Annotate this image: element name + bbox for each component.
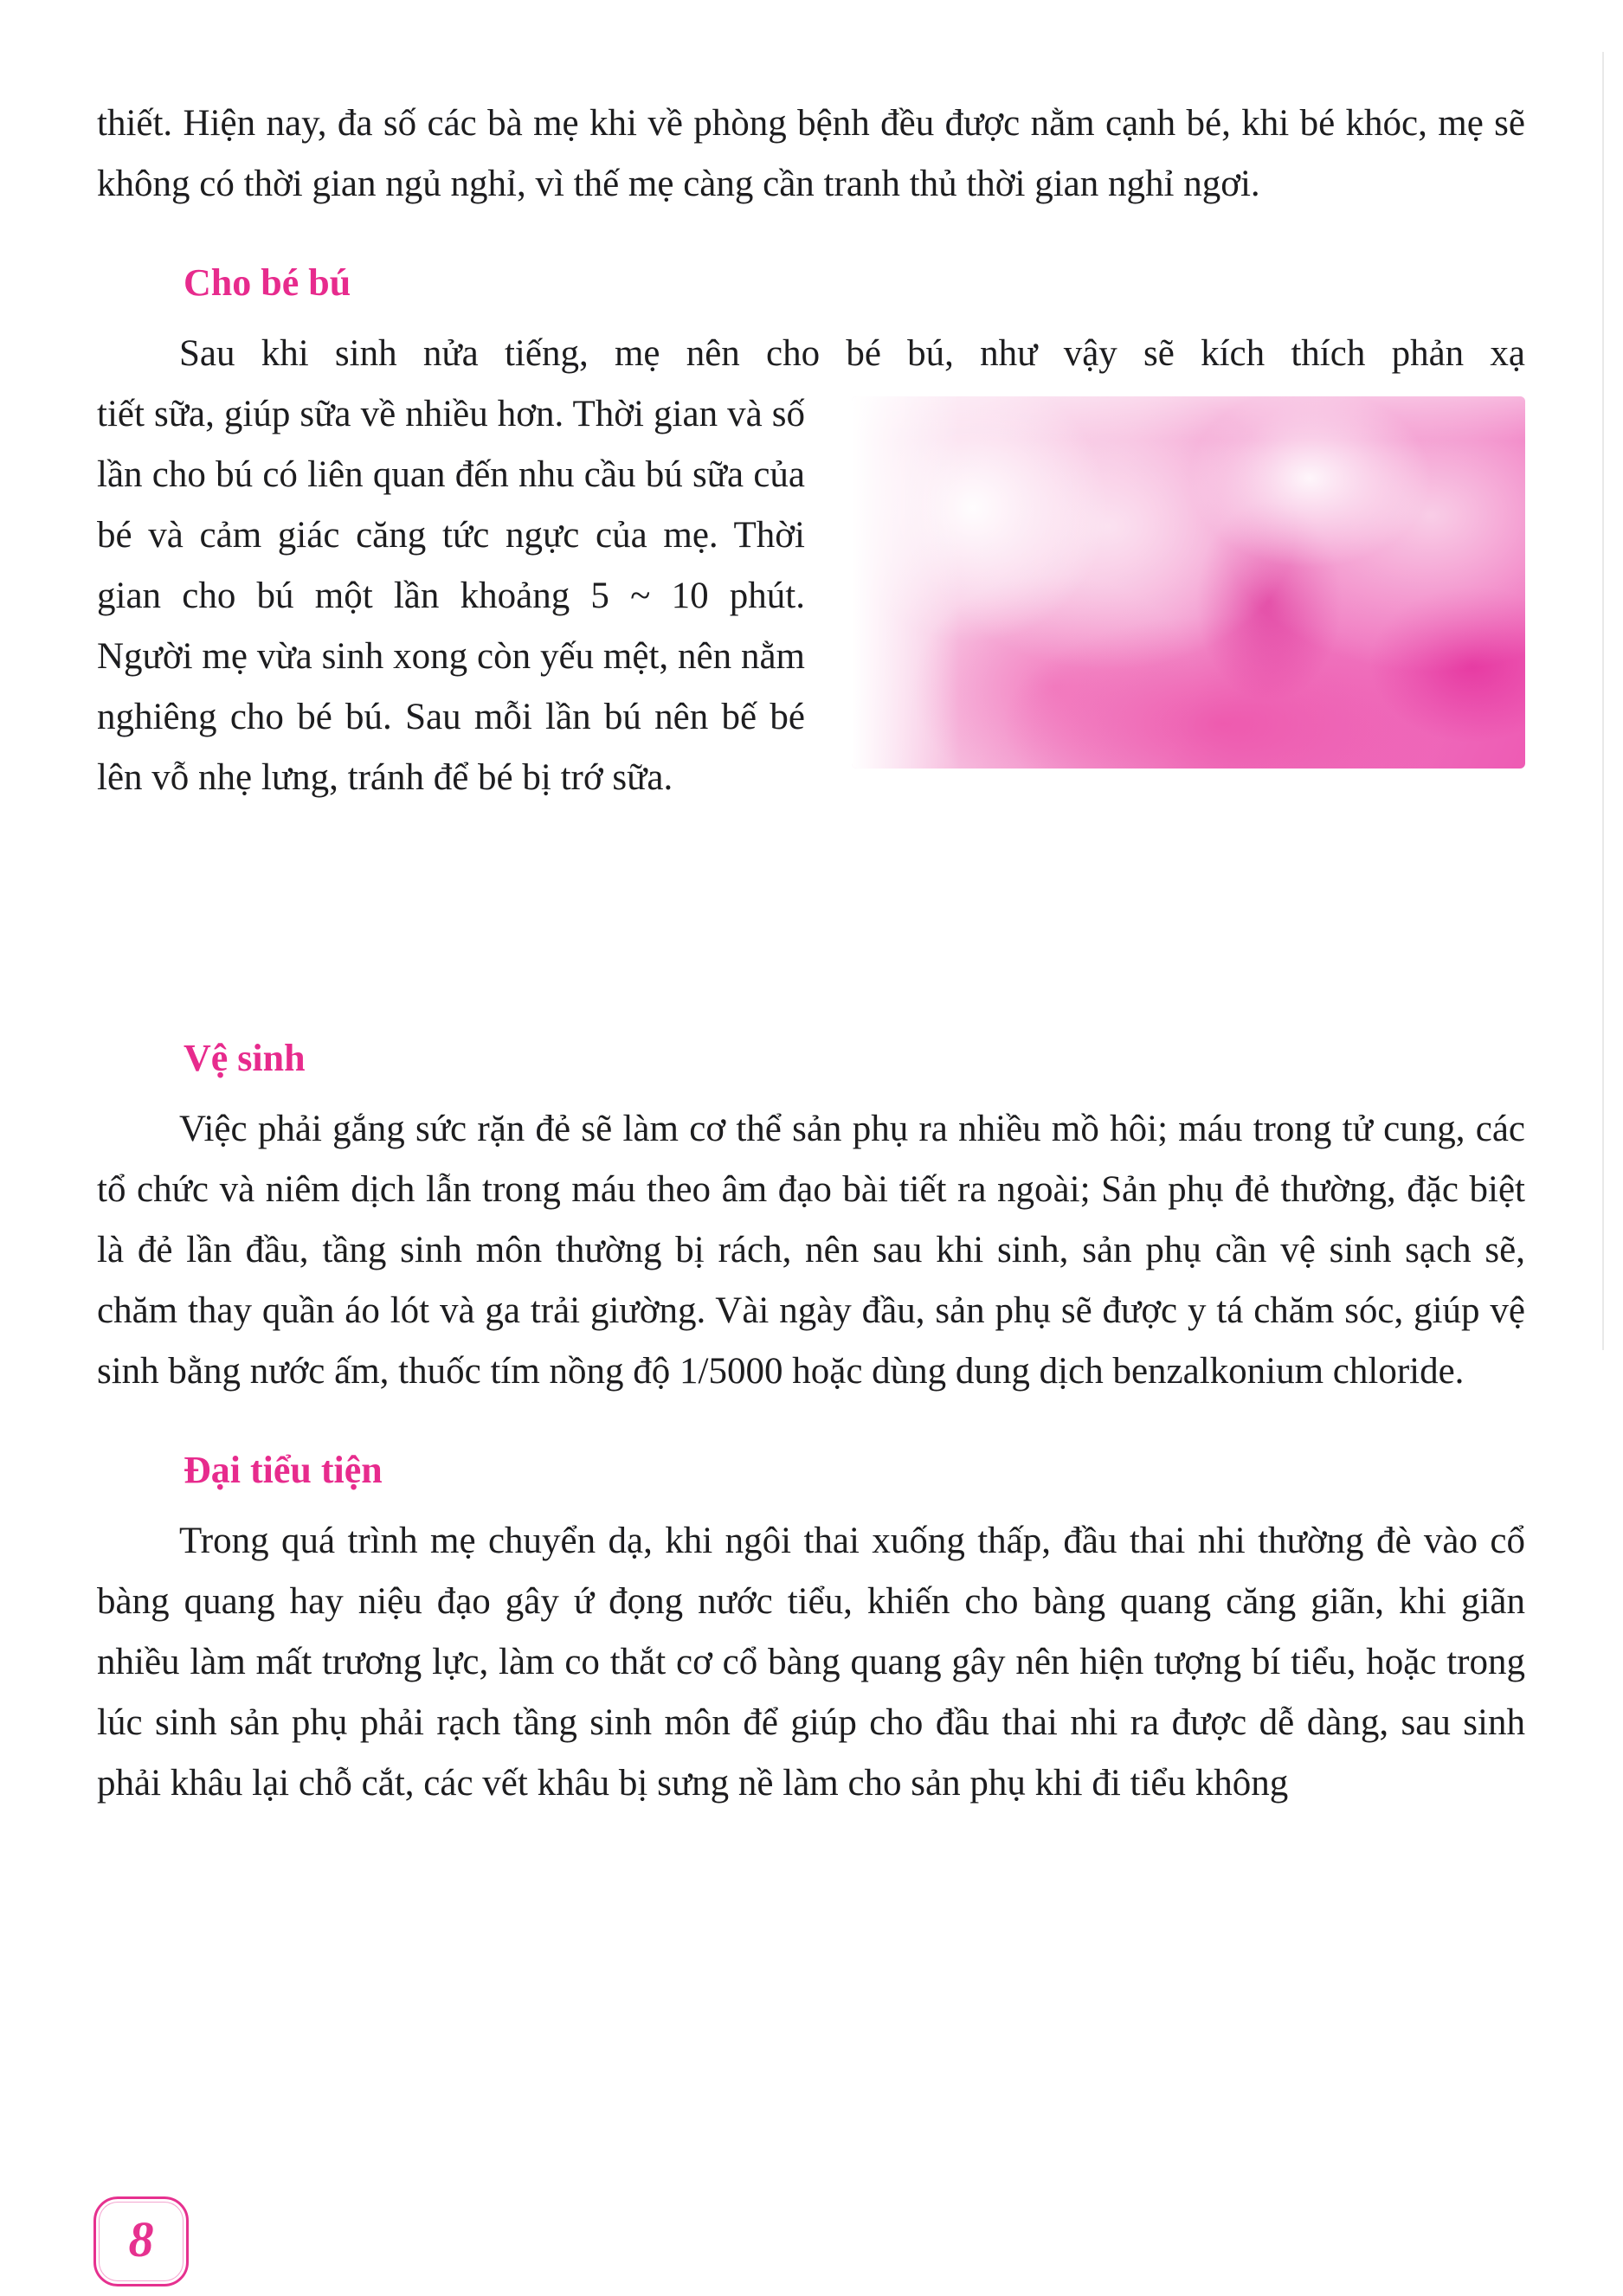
page-number-badge: [93, 2196, 189, 2286]
paragraph-with-photo: [97, 384, 1525, 990]
page-content: [97, 93, 1525, 1814]
paragraph-first-line: Sau khi sinh nửa tiếng, mẹ nên cho bé bú, như vậy sẽ kích thích phản xạ: [179, 333, 1525, 374]
section-heading: Đại tiểu tiện: [184, 1449, 383, 1491]
paragraph-text: Trong quá trình mẹ chuyển dạ, khi ngôi thai xuống thấp, đầu thai nhi thường đè vào cổ bàng quang hay niệu đạo gây ứ đọng nước tiểu, khiến cho bàng quang căng giãn, khi giãn nhiều làm mất trương lực, làm co thắt cơ cổ bàng quang gây nên hiện tượng bí tiểu, hoặc trong lúc sinh sản phụ phải rạch tầng sinh môn để giúp cho đầu thai nhi ra được dễ dàng, sau sinh phải khâu lại chỗ cắt, các vết khâu bị sưng nề làm cho sản phụ khi đi tiểu không: [97, 1521, 1525, 1804]
breastfeeding-photo: [852, 396, 1525, 769]
section-dai-tieu-tien: [97, 1440, 1525, 1814]
scan-edge-artifact: [1602, 52, 1604, 1350]
section-heading: Vệ sinh: [184, 1037, 306, 1079]
page-number: 8: [128, 2211, 154, 2267]
section-heading: Cho bé bú: [184, 261, 351, 304]
paragraph-text: tiết sữa, giúp sữa về nhiều hơn. Thời gian và số lần cho bú có liên quan đến nhu cầu bú sữa của bé và cảm giác căng tức ngực của mẹ. Thời gian cho bú một lần khoảng 5 ~ 10 phút. Người mẹ vừa sinh xong còn yếu mệt, nên nằm nghiêng cho bé bú. Sau mỗi lần bú nên bế bé lên vỗ nhẹ lưng, tránh để bé bị trớ sữa.: [97, 394, 805, 798]
section-cho-be-bu: [97, 253, 1525, 990]
paragraph-text: Việc phải gắng sức rặn đẻ sẽ làm cơ thể sản phụ ra nhiều mồ hôi; máu trong tử cung, các tổ chức và niêm dịch lẫn trong máu theo âm đạo bài tiết ra ngoài; Sản phụ đẻ thường, đặc biệt là đẻ lần đầu, tầng sinh môn thường bị rách, nên sau khi sinh, sản phụ cần vệ sinh sạch sẽ, chăm thay quần áo lót và ga trải giường. Vài ngày đầu, sản phụ sẽ được y tá chăm sóc, giúp vệ sinh bằng nước ấm, thuốc tím nồng độ 1/5000 hoặc dùng dung dịch benzalkonium chloride.: [97, 1109, 1525, 1392]
section-ve-sinh: [97, 1028, 1525, 1402]
intro-paragraph: thiết. Hiện nay, đa số các bà mẹ khi về phòng bệnh đều được nằm cạnh bé, khi bé khóc, mẹ sẽ không có thời gian ngủ nghỉ, vì thế mẹ càng cần tranh thủ thời gian nghỉ ngơi.: [97, 103, 1525, 204]
